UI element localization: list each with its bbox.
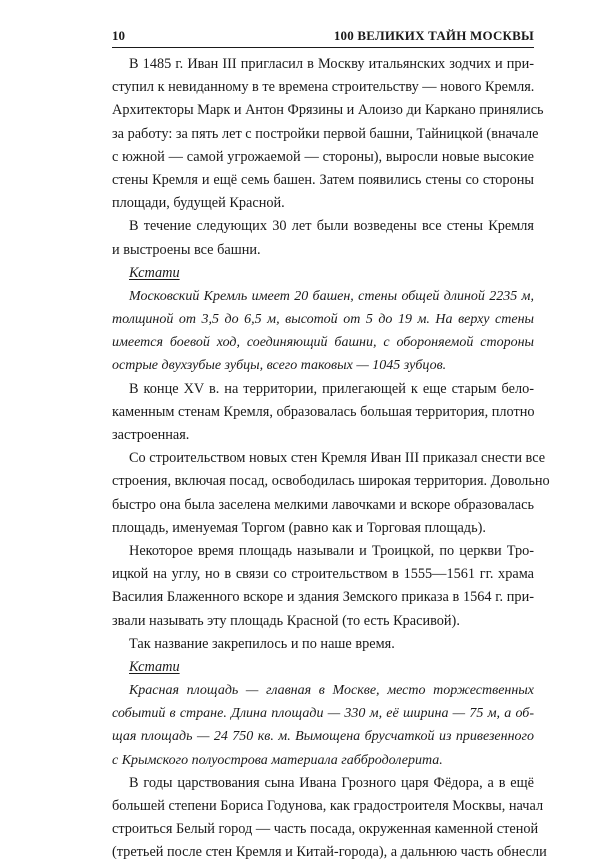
text-line: строиться Белый город — часть посада, окруженная каменной стеной — [112, 821, 539, 838]
text-line: Василия Блаженного вскоре и здания Земского приказа в 1564 г. при- — [112, 589, 534, 606]
aside-line: с Крымского полуострова материала габбродолерита. — [112, 752, 443, 768]
text-line: звали называть эту площадь Красной (то есть Красивой). — [112, 612, 460, 629]
aside-line: щая площадь — 24 750 кв. м. Вымощена брусчаткой из привезенного — [112, 729, 534, 745]
text-line: Так название закрепилось и по наше время. — [129, 635, 395, 652]
text-line: площади, будущей Красной. — [112, 195, 285, 212]
aside-heading: Кстати — [129, 658, 180, 675]
text-line: Со строительством новых стен Кремля Иван III приказал снести все — [129, 450, 546, 467]
running-header — [112, 28, 534, 46]
text-line: В конце XV в. на территории, прилегающей к еще старым бело- — [129, 380, 534, 397]
text-line: ступил к невиданному в те времена строительству — нового Кремля. — [112, 79, 535, 96]
running-title: 100 ВЕЛИКИХ ТАЙН МОСКВЫ — [333, 28, 534, 43]
text-line: большей степени Бориса Годунова, как градостроителя Москвы, начал — [112, 798, 544, 814]
text-line: В годы царствования сына Ивана Грозного царя Фёдора, а в ещё — [129, 774, 534, 791]
text-line: строения, включая посад, освободилась широкая территория. Довольно — [112, 473, 550, 490]
text-line: и выстроены все башни. — [112, 241, 261, 258]
text-line: Некоторое время площадь называли и Троицкой, по церкви Тро- — [129, 542, 534, 559]
aside-line: имеется боевой ход, соединяющий башни, с обороняемой стороны — [112, 335, 534, 351]
page-body — [112, 53, 550, 865]
text-line: с южной — самой угрожаемой — стороны), выросли новые высокие — [112, 148, 534, 165]
text-line: за работу: за пять лет с постройки первой башни, Тайницкой (вначале — [112, 125, 539, 142]
text-line: ицкой на углу, но в связи со строительством в 1555—1561 гг. храма — [112, 566, 534, 583]
aside-line: острые двухзубые зубцы, всего таковых — 1045 зубцов. — [112, 358, 447, 374]
header-rule — [112, 47, 534, 48]
page-number: 10 — [112, 28, 125, 43]
text-line: каменным стенам Кремля, образовалась большая территория, плотно — [112, 403, 535, 420]
text-line: быстро она была заселена мелкими лавочками и вскоре образовалась — [112, 496, 534, 513]
text-line: застроенная. — [112, 427, 190, 443]
text-line: В течение следующих 30 лет были возведены все стены Кремля — [129, 218, 534, 235]
aside-line: событий в стране. Длина площади — 330 м, её ширина — 75 м, а об- — [112, 706, 534, 722]
text-line: стены Кремля и ещё семь башен. Затем появились стены со стороны — [112, 171, 534, 188]
text-line: (третьей после стен Кремля и Китай-города), а дальнюю часть обнесли — [112, 844, 547, 861]
aside-heading: Кстати — [129, 264, 180, 281]
text-line: В 1485 г. Иван III пригласил в Москву итальянских зодчих и при- — [129, 56, 534, 72]
text-line: Архитекторы Марк и Антон Фрязины и Алоизо ди Каркано принялись — [112, 102, 544, 119]
text-line: площадь, именуемая Торгом (равно как и Торговая площадь). — [112, 519, 486, 536]
aside-line: Красная площадь — главная в Москве, место торжественных — [129, 683, 534, 699]
aside-line: Московский Кремль имеет 20 башен, стены общей длиной 2235 м, — [129, 288, 534, 304]
aside-line: толщиной от 3,5 до 6,5 м, высотой от 5 до 19 м. На верху стены — [112, 312, 534, 328]
